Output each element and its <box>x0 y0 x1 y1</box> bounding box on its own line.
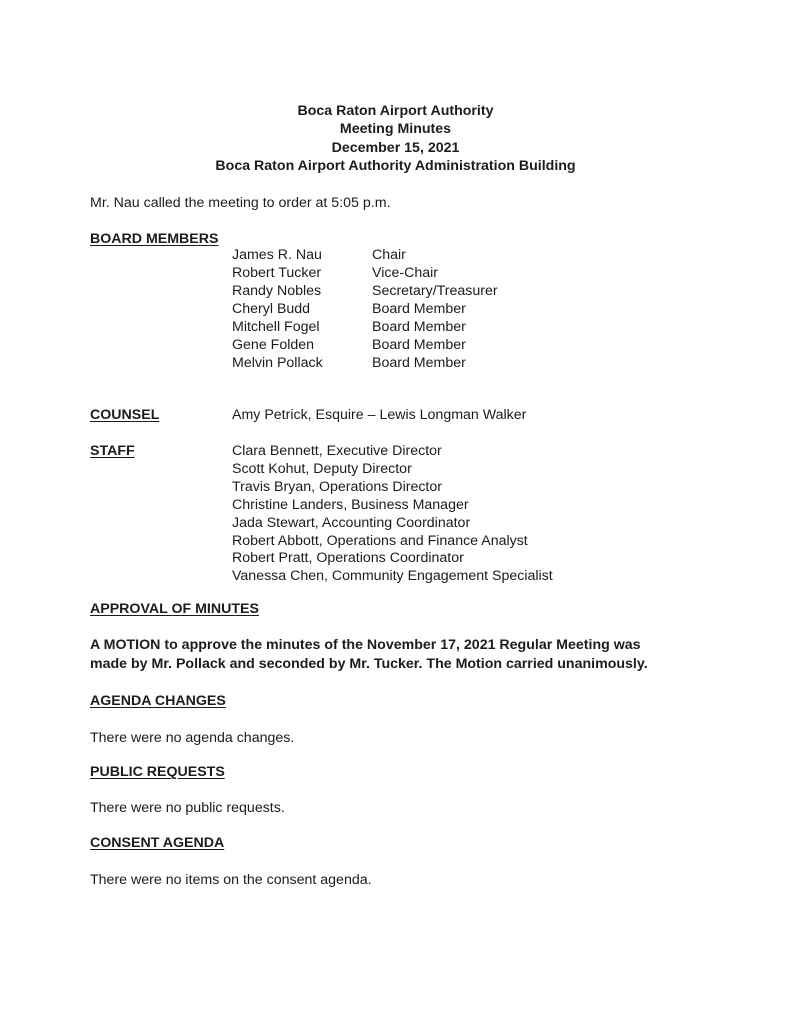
staff-member: Clara Bennett, Executive Director <box>232 443 442 459</box>
meeting-location: Boca Raton Airport Authority Administration Building <box>215 157 576 174</box>
motion-line: made by Mr. Pollack and seconded by Mr. Tucker. The Motion carried unanimously. <box>90 655 648 672</box>
board-member-role: Vice-Chair <box>372 265 438 281</box>
board-member-row <box>0 283 791 301</box>
board-member-name: Randy Nobles <box>232 283 322 299</box>
board-member-role: Board Member <box>372 319 466 335</box>
approval-of-minutes-heading: APPROVAL OF MINUTES <box>90 601 259 617</box>
board-member-row <box>0 319 791 337</box>
staff-member: Jada Stewart, Accounting Coordinator <box>232 514 471 531</box>
agenda-changes-heading: AGENDA CHANGES <box>90 693 226 709</box>
board-member-name: Mitchell Fogel <box>232 319 320 335</box>
board-members-heading: BOARD MEMBERS <box>90 231 219 247</box>
board-member-role: Board Member <box>372 355 466 371</box>
board-member-name: Robert Tucker <box>232 265 322 281</box>
staff-member: Vanessa Chen, Community Engagement Specialist <box>232 568 553 585</box>
staff-member: Robert Abbott, Operations and Finance Analyst <box>232 532 528 549</box>
board-member-role: Board Member <box>372 337 466 353</box>
board-member-row <box>0 355 791 373</box>
consent-agenda-text: There were no items on the consent agenda. <box>90 872 372 888</box>
board-member-name: James R. Nau <box>232 247 322 263</box>
motion-line: A MOTION to approve the minutes of the November 17, 2021 Regular Meeting was <box>90 637 641 653</box>
staff-list <box>232 443 553 586</box>
call-to-order-text: Mr. Nau called the meeting to order at 5:05 p.m. <box>90 195 391 211</box>
staff-member: Scott Kohut, Deputy Director <box>232 460 412 477</box>
document-type-title: Meeting Minutes <box>339 121 452 138</box>
board-member-role: Board Member <box>372 301 466 317</box>
counsel-name: Amy Petrick, Esquire – Lewis Longman Walker <box>232 407 527 423</box>
board-member-row <box>0 265 791 283</box>
staff-member: Christine Landers, Business Manager <box>232 496 469 513</box>
board-member-row <box>0 301 791 319</box>
board-member-role: Secretary/Treasurer <box>372 283 498 299</box>
board-member-role: Chair <box>372 247 406 263</box>
organization-title: Boca Raton Airport Authority <box>297 103 494 119</box>
document-header <box>0 102 791 175</box>
staff-member: Travis Bryan, Operations Director <box>232 478 442 495</box>
agenda-changes-text: There were no agenda changes. <box>90 730 295 746</box>
consent-agenda-heading: CONSENT AGENDA <box>90 835 225 851</box>
staff-member: Robert Pratt, Operations Coordinator <box>232 550 464 567</box>
board-member-name: Gene Folden <box>232 337 315 353</box>
meeting-date: December 15, 2021 <box>331 139 460 156</box>
public-requests-text: There were no public requests. <box>90 800 285 816</box>
board-member-name: Cheryl Budd <box>232 301 311 317</box>
public-requests-heading: PUBLIC REQUESTS <box>90 764 225 780</box>
staff-heading: STAFF <box>90 443 135 459</box>
board-member-row <box>0 337 791 355</box>
board-member-name: Melvin Pollack <box>232 355 323 371</box>
counsel-heading: COUNSEL <box>90 407 160 423</box>
board-member-row <box>0 247 791 265</box>
approval-motion <box>90 636 730 673</box>
